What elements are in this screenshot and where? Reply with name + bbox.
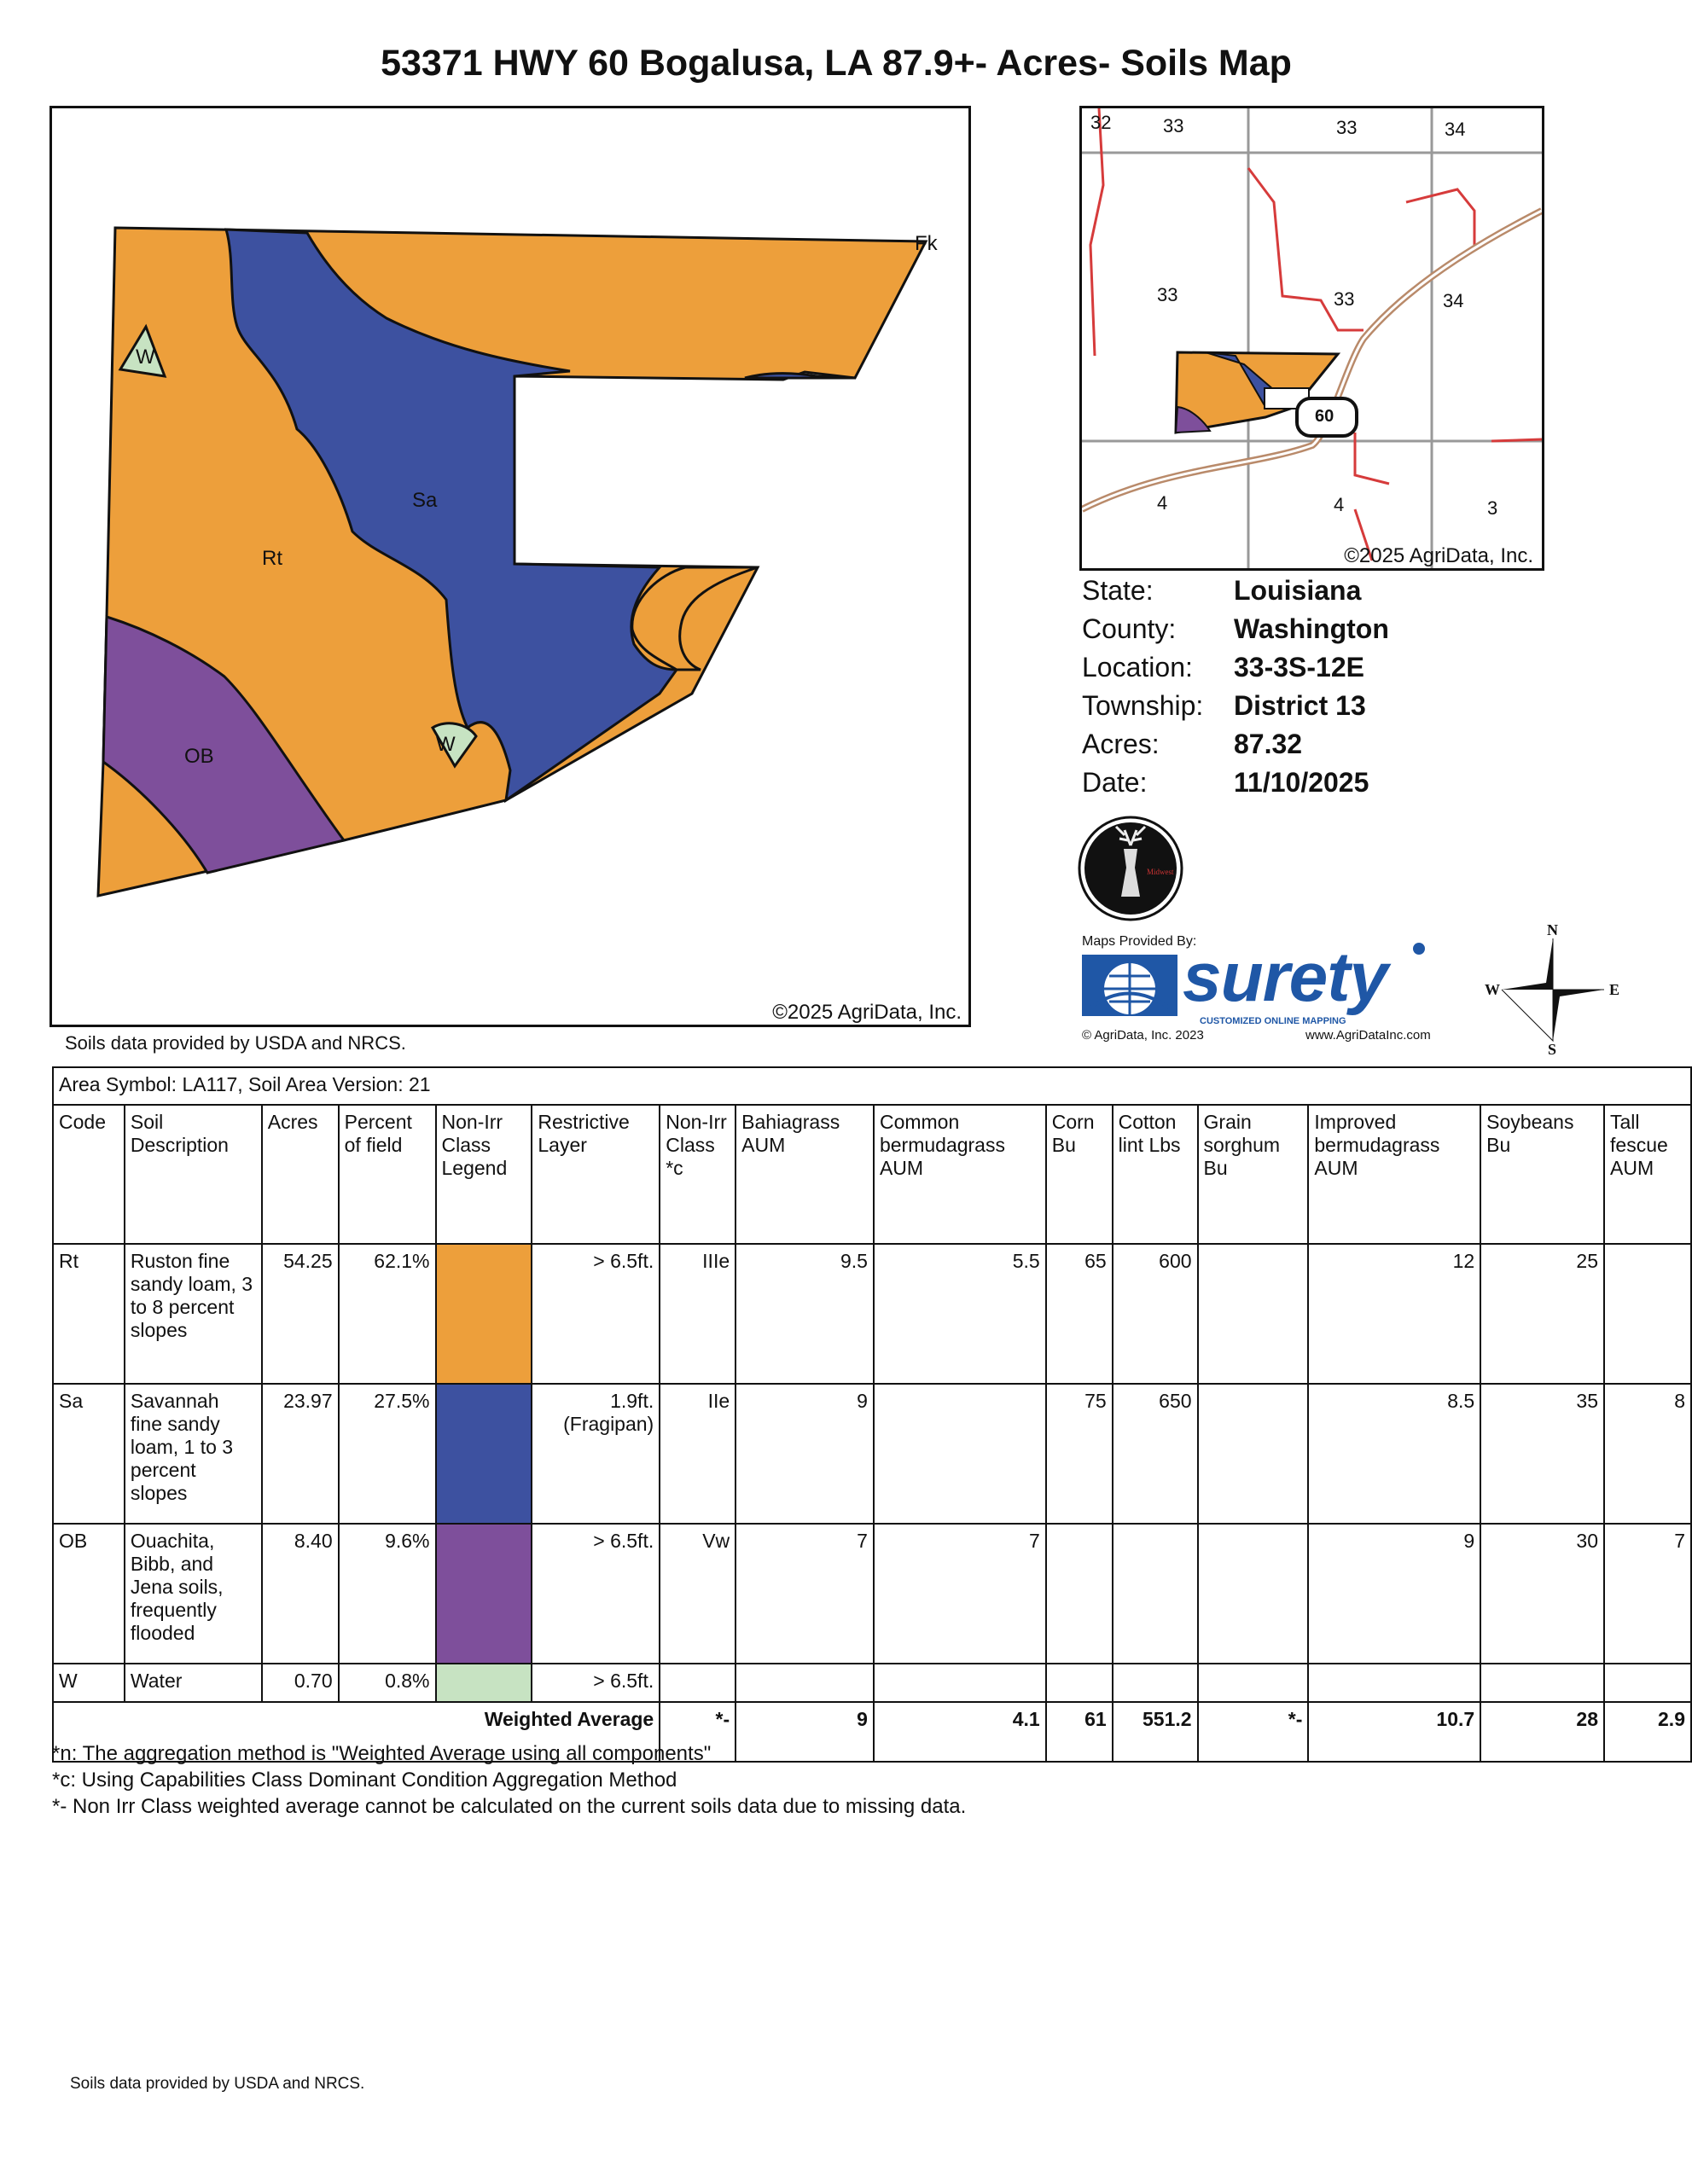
date-label: Date:	[1082, 767, 1148, 798]
county-label: County:	[1082, 613, 1177, 644]
surety-url: www.AgriDataInc.com	[1305, 1028, 1431, 1043]
acres-value: 87.32	[1234, 729, 1303, 759]
compass-e: E	[1609, 981, 1620, 998]
mini-label-32: 32	[1090, 112, 1112, 133]
header-bahiagrass: Bahiagrass AUM	[736, 1105, 874, 1244]
provided-by: Maps Provided By:	[1082, 934, 1197, 949]
area-symbol: Area Symbol: LA117, Soil Area Version: 21	[53, 1067, 1691, 1105]
footnotes	[52, 1740, 966, 1820]
legend-swatch	[436, 1524, 532, 1664]
header-soybeans: Soybeans Bu	[1480, 1105, 1604, 1244]
footnote-n: *n: The aggregation method is "Weighted Average using all components"	[52, 1742, 712, 1765]
header-cotton: Cotton lint Lbs	[1113, 1105, 1198, 1244]
surety-copyright: © AgriData, Inc. 2023	[1082, 1028, 1204, 1043]
mini-label-34b: 34	[1443, 290, 1464, 311]
globe-icon	[1082, 955, 1177, 1016]
mini-label-4a: 4	[1157, 492, 1168, 514]
table-row: Rt Ruston fine sandy loam, 3 to 8 percent slopes 54.25 62.1% > 6.5ft. IIIe 9.5 5.5 65 600 12 25	[53, 1244, 1691, 1384]
label-w1: W	[136, 346, 155, 369]
county-value: Washington	[1234, 613, 1389, 644]
compass-s: S	[1548, 1041, 1557, 1058]
footer-source: Soils data provided by USDA and NRCS.	[70, 2075, 365, 2093]
township-value: District 13	[1234, 690, 1366, 721]
label-fk: Fk	[915, 232, 938, 255]
legend-swatch	[436, 1384, 532, 1524]
header-sorghum: Grain sorghum Bu	[1198, 1105, 1309, 1244]
compass-w: W	[1485, 981, 1500, 998]
compass-n: N	[1547, 921, 1558, 938]
table-row: W Water 0.70 0.8% > 6.5ft.	[53, 1664, 1691, 1702]
label-sa: Sa	[412, 489, 438, 512]
header-code: Code	[53, 1105, 125, 1244]
soils-table	[52, 1066, 1692, 1763]
source-note: Soils data provided by USDA and NRCS.	[65, 1032, 406, 1054]
header-restrictive: Restrictive Layer	[532, 1105, 660, 1244]
mini-label-34a: 34	[1445, 119, 1466, 140]
mini-label-4b: 4	[1334, 494, 1345, 515]
header-corn: Corn Bu	[1046, 1105, 1113, 1244]
mini-label-33c: 33	[1157, 284, 1178, 305]
footnote-c: *c: Using Capabilities Class Dominant Condition Aggregation Method	[52, 1769, 677, 1792]
mini-map-copyright: ©2025 AgriData, Inc.	[1344, 544, 1533, 567]
label-rt: Rt	[262, 547, 282, 570]
hwy-60-shield: 60	[1315, 407, 1334, 426]
soils-map	[49, 106, 971, 1027]
svg-text:Midwest: Midwest	[1147, 868, 1174, 876]
state-label: State:	[1082, 575, 1154, 606]
compass-rose-icon	[1485, 921, 1621, 1058]
surety-tagline: CUSTOMIZED ONLINE MAPPING	[1200, 1016, 1346, 1026]
table-row: Sa Savannah fine sandy loam, 1 to 3 percent slopes 23.97 27.5% 1.9ft. (Fragipan) IIe 9 75 650 8.5 35 8	[53, 1384, 1691, 1524]
legend-swatch	[436, 1244, 532, 1384]
midwest-logo	[1077, 815, 1184, 922]
state-value: Louisiana	[1234, 575, 1362, 606]
header-percent: Percent of field	[339, 1105, 436, 1244]
label-ob: OB	[184, 745, 214, 768]
mini-label-33b: 33	[1336, 117, 1358, 138]
weighted-average-label: Weighted Average	[53, 1702, 660, 1762]
footnote-missing: *- Non Irr Class weighted average cannot be calculated on the current soils data due to missing data.	[52, 1795, 967, 1818]
header-non-irr-class: Non-Irr Class *c	[660, 1105, 736, 1244]
surety-logo	[1082, 934, 1457, 1045]
label-w2: W	[436, 733, 456, 756]
mini-label-33d: 33	[1334, 288, 1355, 310]
weighted-average-row: Weighted Average *- 9 4.1 61 551.2 *- 10.7 28 2.9	[53, 1702, 1691, 1762]
header-improved-bermuda: Improved bermudagrass AUM	[1308, 1105, 1480, 1244]
header-acres: Acres	[262, 1105, 339, 1244]
location-label: Location:	[1082, 652, 1193, 682]
township-label: Township:	[1082, 690, 1204, 721]
parcel-info	[1082, 572, 1560, 802]
mini-label-3: 3	[1487, 497, 1498, 519]
header-class-legend: Non-Irr Class Legend	[436, 1105, 532, 1244]
table-row: OB Ouachita, Bibb, and Jena soils, frequently flooded 8.40 9.6% > 6.5ft. Vw 7 7 9 30 7	[53, 1524, 1691, 1664]
locator-map	[1079, 106, 1544, 571]
legend-swatch	[436, 1664, 532, 1702]
date-value: 11/10/2025	[1234, 767, 1369, 798]
acres-label: Acres:	[1082, 729, 1160, 759]
header-soil-description: Soil Description	[125, 1105, 262, 1244]
header-tall-fescue: Tall fescue AUM	[1604, 1105, 1691, 1244]
mini-label-33a: 33	[1163, 115, 1184, 136]
page-title: 53371 HWY 60 Bogalusa, LA 87.9+- Acres- Soils Map	[381, 43, 1292, 84]
header-common-bermuda: Common bermudagrass AUM	[874, 1105, 1046, 1244]
surety-brand: surety	[1183, 938, 1388, 1016]
location-value: 33-3S-12E	[1234, 652, 1364, 682]
main-map-copyright: ©2025 AgriData, Inc.	[772, 1001, 962, 1024]
